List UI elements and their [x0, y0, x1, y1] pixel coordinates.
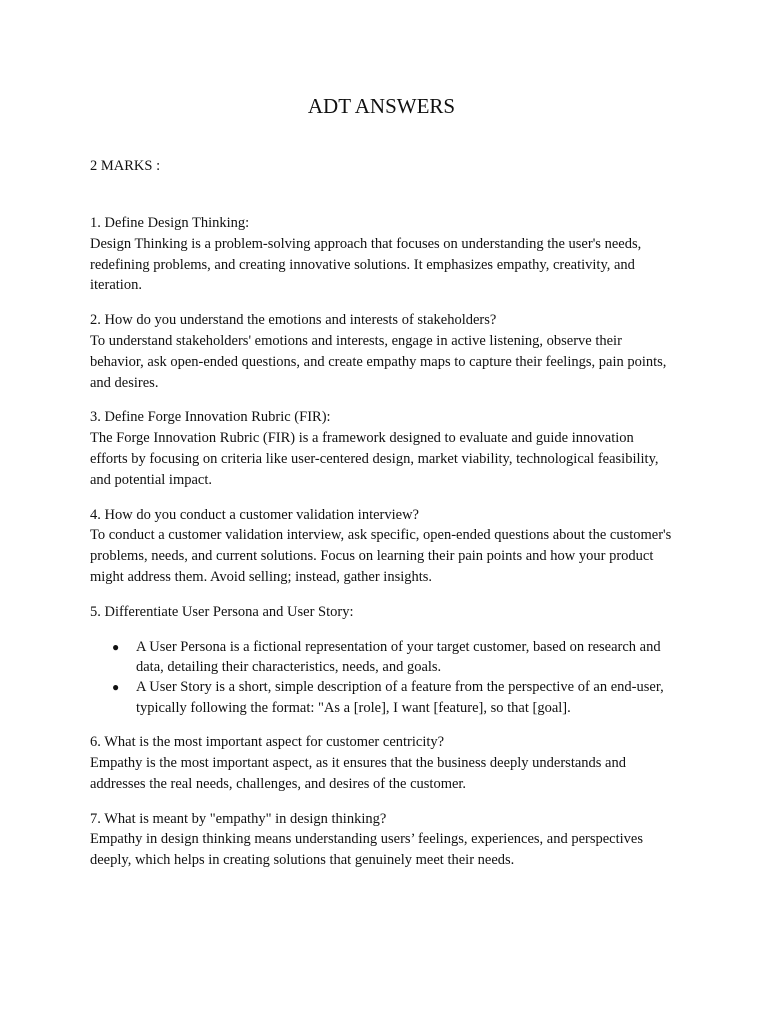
question-text: 5. Differentiate User Persona and User Story: [90, 603, 354, 620]
answer-text: Empathy in design thinking means understanding users’ feelings, experiences, and perspectives deeply, which helps in creating solutions that genuinely meet their needs. [90, 831, 643, 869]
question-text: 3. Define Forge Innovation Rubric (FIR): [90, 409, 331, 426]
document-title: ADT ANSWERS [307, 94, 456, 118]
section-label: 2 MARKS : [90, 158, 161, 174]
answer-text: Design Thinking is a problem-solving approach that focuses on understanding the user's needs, redefining problems, and creating innovative solutions. It emphasizes empathy, creativity, and iteration. [90, 235, 642, 294]
bullet-list [90, 637, 673, 719]
question-text: 7. What is meant by "empathy" in design thinking? [90, 810, 387, 827]
qa-item-4 [90, 505, 673, 588]
answer-text: The Forge Innovation Rubric (FIR) is a framework designed to evaluate and guide innovation efforts by focusing on criteria like user-centered design, market viability, technological feasibility, and potential impact. [90, 430, 659, 488]
qa-item-6 [90, 732, 673, 794]
bullet-icon: ● [112, 639, 120, 654]
answer-text: To conduct a customer validation interview, ask specific, open-ended questions about the customer's problems, needs, and current solutions. Focus on learning their pain points and how your product might address them. Avoid selling; instead, gather insights. [90, 527, 672, 585]
qa-item-7 [90, 809, 673, 871]
question-text: 1. Define Design Thinking: [90, 215, 250, 231]
bullet-text: A User Story is a short, simple description of a feature from the perspective of an end-user, typically following the format: "As a [role], I want [feature], so that [goal]. [136, 679, 664, 716]
question-text: 4. How do you conduct a customer validation interview? [90, 506, 419, 523]
qa-item-2 [90, 310, 673, 393]
qa-item-3 [90, 407, 673, 490]
answer-text: To understand stakeholders' emotions and interests, engage in active listening, observe their behavior, ask open-ended questions, and create empathy maps to capture their feelings, pain points, and desires. [90, 332, 667, 391]
list-item [90, 677, 673, 718]
bullet-icon: ● [112, 680, 120, 695]
bullet-text: A User Persona is a fictional representation of your target customer, based on research and data, detailing their characteristics, needs, and goals. [136, 638, 661, 675]
list-item [90, 637, 673, 678]
question-text: 2. How do you understand the emotions and interests of stakeholders? [90, 312, 497, 329]
qa-item-5 [90, 602, 673, 718]
qa-item-1 [90, 213, 673, 296]
answer-text: Empathy is the most important aspect, as it ensures that the business deeply understands and addresses the real needs, challenges, and desires of the customer. [90, 754, 626, 792]
question-text: 6. What is the most important aspect for customer centricity? [90, 734, 445, 751]
